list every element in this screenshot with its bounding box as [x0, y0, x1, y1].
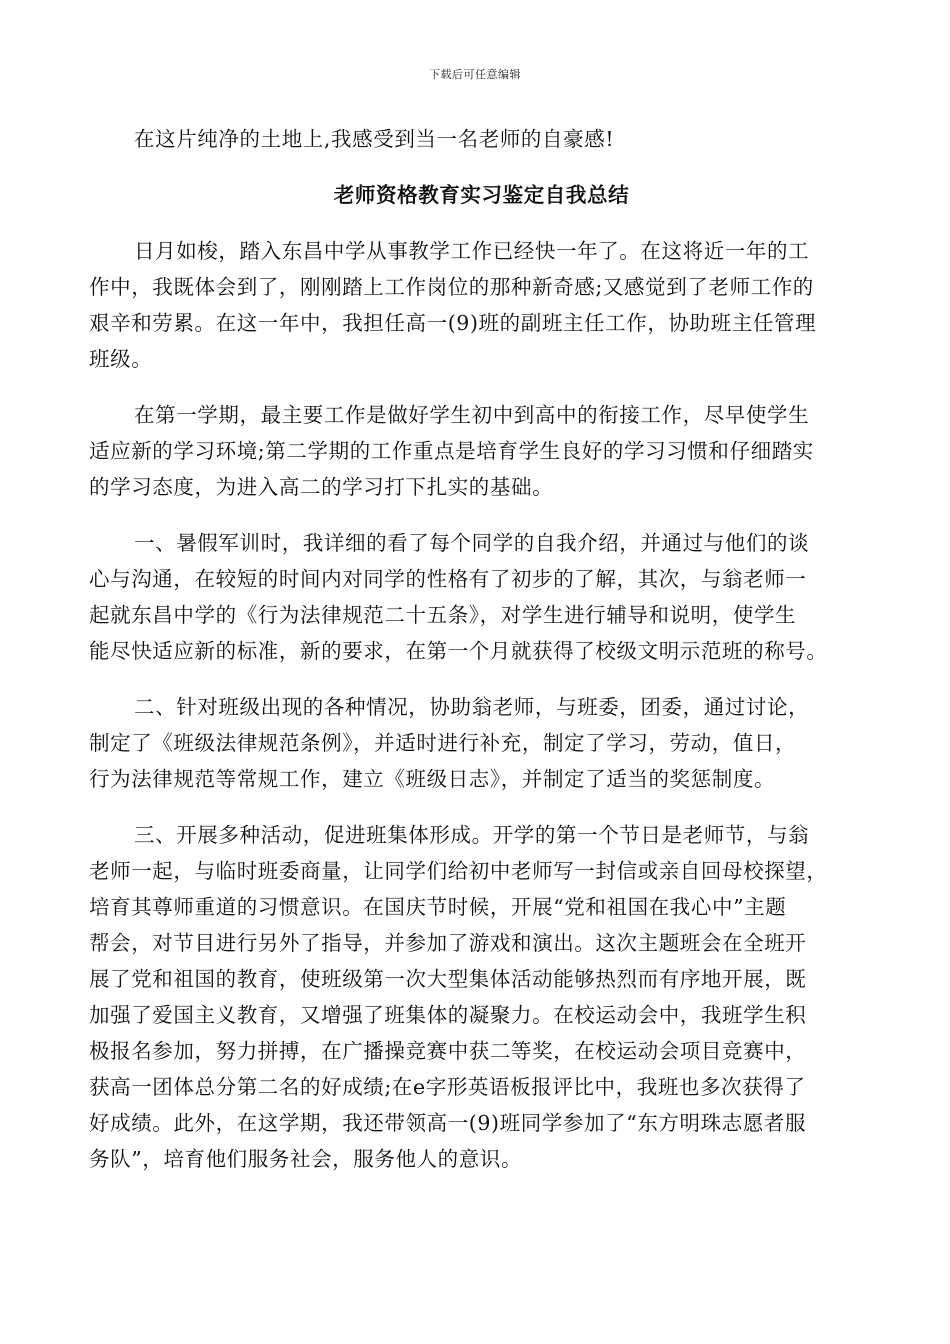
paragraph-3 [89, 525, 864, 669]
text-line: 帮会，对节目进行另外了指导，并参加了游戏和演出。这次主题班会在全班开 [89, 931, 807, 955]
text-line: 日月如梭，踏入东昌中学从事教学工作已经快一年了。在这将近一年的工 [134, 239, 810, 263]
text-line: 的学习态度，为进入高二的学习打下扎实的基础。 [89, 475, 554, 499]
paragraph-4 [89, 689, 864, 797]
intro-paragraph [89, 121, 864, 157]
paragraph-1 [89, 233, 864, 377]
text-line: 心与沟通，在较短的时间内对同学的性格有了初步的了解，其次，与翁老师一 [89, 567, 807, 591]
text-line: 能尽快适应新的标准，新的要求，在第一个月就获得了校级文明示范班的称号。 [89, 639, 828, 663]
text-line: 培育其尊师重道的习惯意识。在国庆节时候，开展“党和祖国在我心中”主题 [89, 895, 787, 919]
text-line: 务队”，培育他们服务社会，服务他人的意识。 [89, 1147, 523, 1171]
paragraph-2 [89, 397, 864, 505]
text-line: 展了党和祖国的教育，使班级第一次大型集体活动能够热烈而有序地开展，既 [89, 967, 807, 991]
text-line: 加强了爱国主义教育，又增强了班集体的凝聚力。在校运动会中，我班学生积 [89, 1003, 807, 1027]
text-line: 班级。 [89, 347, 153, 371]
page-header-note: 下载后可任意编辑 [429, 68, 521, 81]
intro-line: 在这片纯净的土地上,我感受到当一名老师的自豪感! [134, 127, 615, 151]
paragraph-5 [89, 817, 864, 1177]
text-line: 起就东昌中学的《行为法律规范二十五条》，对学生进行辅导和说明，使学生 [89, 603, 797, 627]
text-line: 适应新的学习环境;第二学期的工作重点是培育学生良好的学习习惯和仔细踏实 [89, 439, 814, 463]
text-line: 行为法律规范等常规工作，建立《班级日志》，并制定了适当的奖惩制度。 [89, 767, 776, 791]
document-body [89, 121, 864, 1177]
text-line: 艰辛和劳累。在这一年中，我担任高一(9)班的副班主任工作，协助班主任管理 [89, 311, 817, 335]
text-line: 三、开展多种活动，促进班集体形成。开学的第一个节日是老师节，与翁 [134, 823, 810, 847]
document-title: 老师资格教育实习鉴定自我总结 [333, 183, 630, 207]
text-line: 极报名参加，努力拼搏，在广播操竞赛中获二等奖，在校运动会项目竞赛中， [89, 1039, 807, 1063]
text-line: 一、暑假军训时，我详细的看了每个同学的自我介绍，并通过与他们的谈 [134, 531, 810, 555]
text-line: 老师一起，与临时班委商量，让同学们给初中老师写一封信或亲自回母校探望， [89, 859, 828, 883]
text-line: 二、针对班级出现的各种情况，协助翁老师，与班委，团委，通过讨论， [134, 695, 810, 719]
text-line: 获高一团体总分第二名的好成绩;在e字形英语板报评比中，我班也多次获得了 [89, 1075, 806, 1099]
text-line: 作中，我既体会到了，刚刚踏上工作岗位的那种新奇感;又感觉到了老师工作的 [89, 275, 814, 299]
text-line: 在第一学期，最主要工作是做好学生初中到高中的衔接工作，尽早使学生 [134, 403, 810, 427]
text-line: 好成绩。此外，在这学期，我还带领高一(9)班同学参加了“东方明珠志愿者服 [89, 1111, 807, 1135]
text-line: 制定了《班级法律规范条例》，并适时进行补充，制定了学习，劳动，值日， [89, 731, 797, 755]
